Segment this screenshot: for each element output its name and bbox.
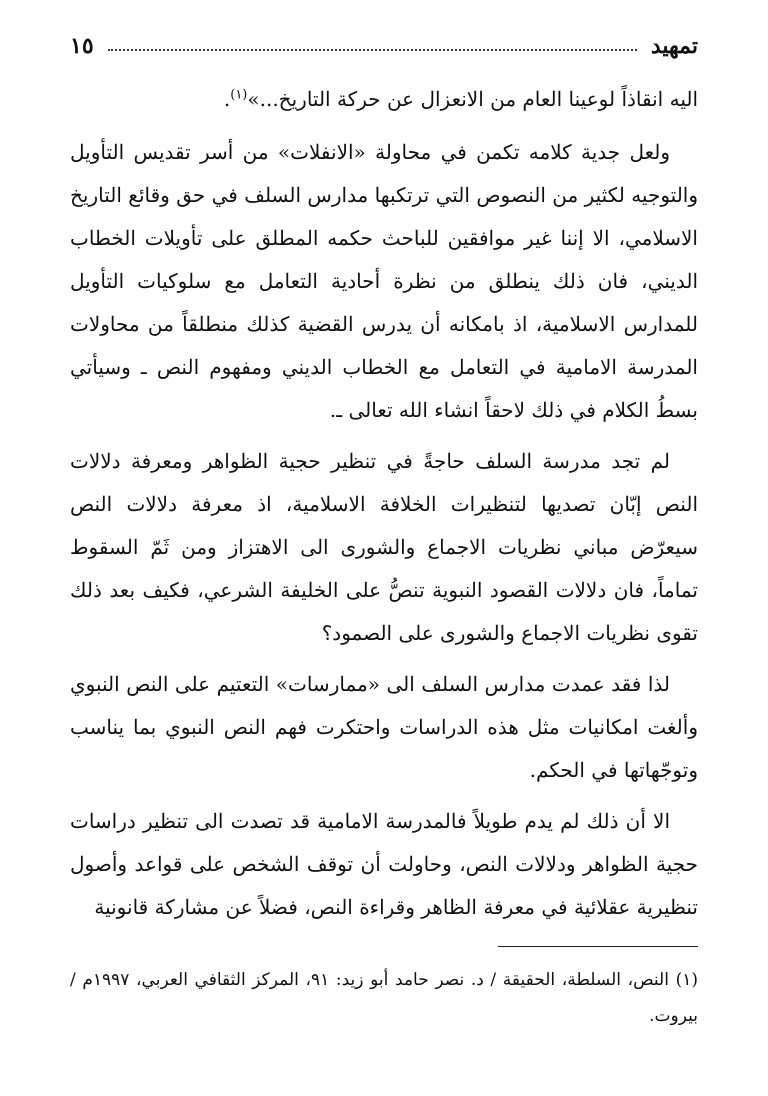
footnote-marker: (١): [230, 87, 248, 103]
header-dot-leader: [108, 49, 637, 51]
running-header: [70, 26, 698, 66]
paragraph-1-tail: .: [223, 87, 231, 111]
paragraph-1: [70, 78, 698, 121]
paragraph-4: لذا فقد عمدت مدارس السلف الى «ممارسات» التعتيم على النص النبوي وألغت امكانيات مثل هذه الدراسات واحتكرت فهم النص النبوي بما يناسب وتوجّهاتها في الحكم.: [70, 672, 698, 782]
chapter-title: تمهيد: [650, 33, 698, 59]
footnote-separator: [498, 946, 698, 947]
paragraph-5: الا أن ذلك لم يدم طويلاً فالمدرسة الامامية قد تصدت الى تنظير دراسات حجية الظواهر ودلالات النص، وحاولت أن توقف الشخص على قواعد وأصول تنظيرية عقلائية في معرفة الظاهر وقراءة النص، فضلاً عن مشاركة قانونية: [70, 809, 698, 919]
paragraph-2: ولعل جدية كلامه تكمن في محاولة «الانفلات» من أسر تقديس التأويل والتوجيه لكثير من النصوص التي ترتكبها مدارس السلف في حق وقائع التاريخ الاسلامي، الا إننا غير موافقين للباحث حكمه المطلق على تأويلات الخطاب الديني، فان ذلك ينطلق من نظرة أحادية التعامل مع سلوكيات التأويل للمدارس الاسلامية، اذ بامكانه أن يدرس القضية كذلك منطلقاً من محاولات المدرسة الامامية في التعامل مع الخطاب الديني ومفهوم النص ـ وسيأتي بسطُ الكلام في ذلك لاحقاً انشاء الله تعالى ـ.: [70, 140, 698, 422]
body-text: [70, 78, 698, 937]
footnote: (١) النص، السلطة، الحقيقة / د. نصر حامد أبو زيد: ٩١، المركز الثقافي العربي، ١٩٩٧م / بيروت.: [70, 970, 698, 1026]
paragraph-1-text: اليه انقاذاً لوعينا العام من الانعزال عن حركة التاريخ...»: [247, 87, 698, 111]
page-number: ١٥: [70, 33, 94, 59]
paragraph-3: لم تجد مدرسة السلف حاجةً في تنظير حجية الظواهر ومعرفة دلالات النص إبّان تصديها لتنظيرات الخلافة الاسلامية، اذ معرفة دلالات النص سيعرّض مباني نظريات الاجماع والشورى الى الاهتزاز ومن ثَمّ السقوط تماماً، فان دلالات القصود النبوية تنصُّ على الخليفة الشرعي، فكيف بعد ذلك تقوى نظريات الاجماع والشورى على الصمود؟: [70, 449, 698, 645]
